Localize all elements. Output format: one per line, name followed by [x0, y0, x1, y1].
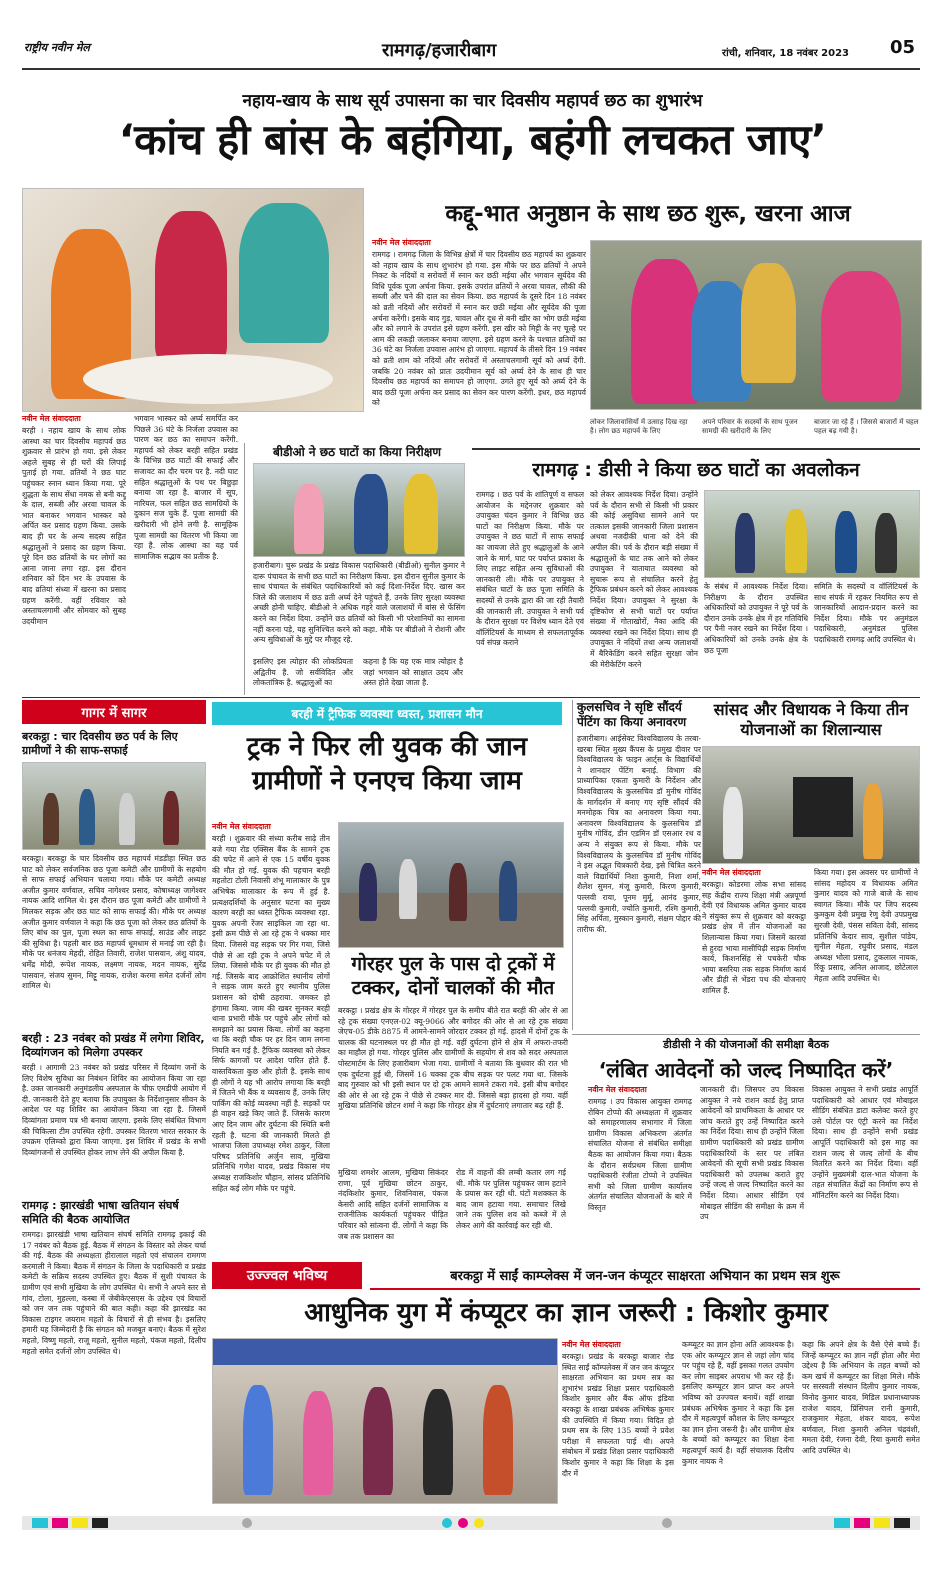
masthead-rule — [22, 68, 920, 70]
gorhar-body-c: रोड में वाहनों की लम्बी कतार लग गई थी. मौके पर पुलिस पहुंचकर जाम हटाने के प्रयास कर रही थी. घंटों मशक्कत के बाद जाम हटाया गया. समाचार लिखे जाने तक पुलिस शव को कब्जे में ले लेकर आगे की कार्रवाई कर रही थी. — [456, 1168, 566, 1230]
lead-col-mid — [372, 238, 586, 444]
byline: नवीन मेल संवाददाता — [22, 414, 81, 423]
dc-body-c: के संबंध में आवश्यक निर्देश दिया। निरीक्षण के दौरान उपस्थित अधिकारियों को उपायुक्त ने पूरे पर्व के दौरान उनके उनके क्षेत्र में हर गतिविधि पर पैनी नजर रखने का निर्देश दिया । अधिकारियों को उनके उनके क्षेत्र के छठ पूजा — [704, 582, 808, 655]
ddc-col-a — [588, 1085, 692, 1255]
lead-sub-headline: कद्दू-भात अनुष्ठान के साथ छठ शुरू, खरना आज — [445, 201, 851, 227]
lead-caption-1: लोकर जिलावासियों में उत्साह दिख रहा है। लोग छठ महापर्व के लिए — [590, 418, 688, 435]
lead-body-left: बरही । नहाय खाय के साथ लोक आस्था का चार दिवसीय महापर्व छठ शुक्रवार से प्रारंभ हो गया. इसे लेकर अहले सुबह से ही घरों की लिपाई पुताई हो गया. व्रतियों ने छठ घाट पहुंचकर स्नान ध्यान किया गया. पूरे शुद्धता के साथ सेंधा नमक से बनी कद्दू के दाल, सब्जी और अरवा चावल के भात बनाकर भगवान भास्कर को अर्पित कर प्रसाद ग्रहण किया. उसके बाद ही घर के अन्य सदस्य सहित श्रद्धालुओं ने प्रसाद का ग्रहण किया. पूरे दिन छठ व्रतियों के घर लोगों का आना जाना लगा रहा. इस दौरान शनिवार को दिन भर के उपवास के बाद व्रतियां संध्या में खरना का प्रसाद ग्रहण करेंगी. वहीं रविवार को अस्ताचलगामी और सोमवार को सुबह उदयीमान — [22, 426, 126, 626]
ddc-box — [572, 1034, 920, 1257]
paper-name: राष्ट्रीय नवीन मेल — [24, 41, 90, 54]
byline: नवीन मेल संवाददाता — [588, 1085, 647, 1094]
bdo-photo — [253, 463, 465, 557]
computer-body-c: कहा कि अपने क्षेत्र के वैसे ऐसे बच्चे हैं। जिन्हें कम्प्यूटर का ज्ञान नहीं होता और मेरा उद्देश्य है कि अभियान के तहत बच्चों को कम खर्च में कम्प्यूटर का शिक्षा मिले। मौके पर सरस्वती संस्थान दिलीप कुमार नायक, विनोद कुमार यादव, मिडिल प्रधानाध्यापक राजेश यादव, प्रिंसिपल रानी कुमारी, राजकुमार मेहता, शंकर यादव, रूपेश बर्णवाल, निशा कुमारी अनिल चंद्रवंशी, ममता देवी, रंजना देवी, रिया कुमारी समेत आदि उपस्थित थे। — [802, 1340, 920, 1455]
byline: नवीन मेल संवाददाता — [562, 1340, 621, 1349]
lead-kicker: नहाय-खाय के साथ सूर्य उपासना का चार दिवसीय महापर्व छठ का शुभारंभ — [242, 91, 703, 111]
computer-body-a: बरकट्ठा। प्रखंड के बरकट्ठा बाजार रोड स्थित साईं कॉम्पलेक्स में जन जन कंप्यूटर साक्षरता अभियान का प्रथम सत्र का शुभारंभ प्रखंड शिक्षा प्रसार पदाधिकारी किशोर कुमार और बैंक ऑफ इंडिया बरकट्ठा के शाखा प्रबंधक अभिषेक कुमार की उपस्थिति में किया गया। विदित हो प्रथम सत्र के लिए 135 बच्चों ने प्रवेश परीक्षा में सफलता पाई थी। अपने संबोधन में प्रखंड शिक्षा प्रसार पदाधिकारी किशोर कुमार ने कहा कि शिक्षा के इस दौर में — [562, 1352, 674, 1478]
dc-box — [472, 448, 920, 695]
gorhar-body-a: बरकट्ठा । प्रखंड क्षेत्र के गोरहर में गोरहर पुल के समीप बीते रात बरही की ओर से आ रहे ट्रक संख्या एनएल-02 क्यू-9066 और बगोदर की ओर से आ रहे ट्रक संख्या जेएच-05 डीके 8875 में आमने-सामने जोरदार टक्कर हो गई. हादसे में दोनों ट्रक के चालक की घटनास्थल पर ही मौत हो गई. वहीं दुर्घटना होने से क्षेत्र में अफरा-तफरी का माहौल हो गया. गोरहर पुलिस और ग्रामीणों के सहयोग से शव को सदर अस्पताल पोस्टमार्टम के लिए हजारीबाग भेजा गया. ग्रामीणों ने बताया कि बुधवार की रात भी एक दुर्घटना हुई थी, जिसमें 16 चक्का ट्रक बीच सड़क पर पलट गया था. जिसके बाद गुरुवार को भी इसी स्थान पर दो ट्रक आमने सामने टकरा गये. इसी बीच बगोदर की ओर से आ रहे ट्रक ने पीछे से टक्कर मार दी. जिससे बड़ा हादसा हो गया. वहीं मुखिया प्रतिनिधि छोटन शर्मा ने कहा कि गोरहर क्षेत्र में दुर्घटनाएं लगातार बढ़ रही हैं. — [338, 1006, 568, 1111]
gorhar-box — [338, 952, 568, 1256]
dc-headline: रामगढ़ : डीसी ने किया छठ घाटों का अवलोकन — [532, 459, 860, 481]
ddc-body-c: विकास आयुक्त ने सभी प्रखंड आपूर्ति पदाधिकारी को आधार एवं मोबाइल सीडिंग संबंधित डाटा कलेक्ट करते हुए उसे पोर्टल पर एंट्री करने का निर्देश दिया। साथ ही उन्होंने सभी प्रखंड आपूर्ति पदाधिकारी को इस माह का राशन जल्द से जल्द लोगों के बीच वितरित करने का निर्देश दिया। वहीं उन्होंने मुख्यमंत्री दाल-भात योजना के तहत संचालित केंद्रों का निर्माण रूप से मॉनिटरिंग करने का निर्देश दिया। — [812, 1085, 918, 1200]
computer-photo — [212, 1338, 558, 1504]
section-rule — [22, 697, 920, 698]
byline: नवीन मेल संवाददाता — [212, 822, 271, 831]
gagar-body-2: बरही । आगामी 23 नवंबर को प्रखंड परिसर में दिव्यांग जनों के लिए विशेष सुविधा का निबंधन शिविर का आयोजन किया जा रहा है. उक्त जानकारी अनुमंडलीय अस्पताल के चीफ़ एमडीपी आयोग में दी. जानकारी देते हुए बताया कि उपायुक्त के निर्देशानुसार सीवन के आदेश पर यह शिविर का आयोजन किया जा रहा है. जिसमें दिव्यांगता प्रमाण पत्र भी बनाया जाएगा. इसके लिए संबंधित विभाग की चिकित्सा टीम उपस्थित रहेगी. उपस्कर वितरण भारत सरकार के उपक्रम एलिम्को द्वारा किया जाएगा. इस शिविर में प्रखंड के सभी दिव्यांगजनों से उपस्थित होकर लाभ लेने की अपील किया है. — [22, 1063, 206, 1157]
gagar-h2: बरही : 23 नवंबर को प्रखंड में लगेगा शिविर, दिव्यांगजन को मिलेगा उपस्कर — [22, 1032, 205, 1059]
sansad-body-b: किया गया। इस अवसर पर ग्रामीणों ने सांसद महोदय व विधायक अमित कुमार यादव को गाजे बाजे के साथ स्वागत किया। मौके पर जिप सदस्य कुमकुम देवी प्रमुख रेणु देवी उपप्रमुख सुरजी देवी, पंसस सविता देवी, सांसद प्रतिनिधि केदार साव, सुशील पांडेय, सुनील मेहता, रघुवीर प्रसाद, मंडल अध्यक्ष भोला प्रसाद, टुकलाल नायक, रिंकू प्रसाद, अनिल आजाद, छोटेलाल मेहता आदि उपस्थित थे। — [814, 868, 918, 983]
painting-headline: कुलसचिव ने सृष्टि सौंदर्य पेंटिंग का किया अनावरण — [577, 700, 687, 729]
computer-label: उज्ज्वल भविष्य — [212, 1262, 362, 1289]
gagar-h3: रामगढ़ : झारखंडी भाषा खतियान संघर्ष समिति की बैठक आयोजित — [22, 1199, 179, 1226]
masthead — [22, 36, 922, 66]
section-title: रामगढ़/हजारीबाग — [382, 40, 497, 61]
lead-photo-women-group — [590, 240, 922, 410]
bdo-body-3: कहना है कि यह एक मात्र त्योहार है जहां भगवान को साक्षात उदय और अस्त होते देखा जाता है. — [363, 657, 463, 688]
dc-body-a: रामगढ़ । छठ पर्व के शांतिपूर्ण व सफल आयोजन के मद्देनजर शुक्रवार को उपायुक्त चंदन कुमार ने विभिन्न छठ घाटों का निरीक्षण किया. मौके पर उपायुक्त ने छठ घाटों में साफ सफाई का जायजा लेते हुए श्रद्धालुओं के आने जाने के मार्ग, घाट पर पर्याप्त प्रकाश के लिए लाइट सहित अन्य सुविधाओं की जानकारी ली। मौके पर उपायुक्त ने संबंधित घाटों के छठ पूजा समिति के सदस्यों से उनके द्वारा की जा रही तैयारी की जानकारी ली. उपायुक्त ने सभी पर्व के दौरान सुरक्षा पर विशेष ध्यान देते एवं वॉलिंटियर्स के माध्यम से सफलतापूर्वक पर्व संपन्न कराने — [476, 490, 584, 648]
lead-caption-2: अपने परिवार के सदस्यों के साथ पूजन सामग्री की खरीदारी के लिए — [702, 418, 798, 435]
computer-headline: आधुनिक युग में कंप्यूटर का ज्ञान जरूरी : किशोर कुमार — [304, 1298, 828, 1328]
sansad-headline: सांसद और विधायक ने किया तीन योजनाओं का शिलान्यास — [713, 700, 909, 739]
lead-caption-3: बाजार जा रहे हैं । जिससे बाजारों में चहल पहल बढ़ गयी है। — [814, 418, 919, 435]
lead-headline: ‘कांच ही बांस के बहंगिया, बहंगी लचकत जाए’ — [118, 115, 827, 164]
painting-body: हजारीबाग। आईसेक्ट विश्वविद्यालय के तरबा-खरबा स्थित मुख्य कैंपस के प्रमुख दीवार पर विश्वविद्यालय के फाइन आर्ट्स के विद्यार्थियों ने शानदार पेंटिंग बनाई. विभाग की प्राध्यापिका एकता कुमारी के निर्देशन और विश्वविद्यालय के कुलसचिव डॉ मुनीष गोविंद के मार्गदर्शन में बनाए गए सृष्टि सौंदर्य की मनमोहक चित्र का अनावरण किया गया. अनावरण विश्वविद्यालय के कुलसचिव डॉ मुनीष गोविंद, डीन एडमिन डॉ एसआर रथ व अन्य ने संयुक्त रूप से किया. मौके पर विश्वविद्यालय के कुलसचिव डॉ मुनीष गोविंद ने इस अद्भुत चित्रकारी देख, इसे चित्रित करने वाले विद्यार्थियों निशा कुमारी, निशा शर्मा, शैलेश सुमन, मंजू कुमारी, किरण कुमारी, पल्लवी राया, पूनम मुर्मू, आनंद कुमार, पल्लवी कुमारी, ज्योति कुमारी, रश्मि कुमारी, सिंह अर्पिता, मुस्कान कुमारी, संक्षम पोद्दार की तारीफ की. — [577, 734, 701, 934]
computer-col-a — [562, 1340, 674, 1506]
sansad-box — [702, 700, 920, 1030]
ddc-body-a: रामगढ़ । उप विकास आयुक्त रामगढ़ रोबिन टोप्पो की अध्यक्षता में शुक्रवार को समाहरणालय सभागार में जिला ग्रामीण विकास अभिकरण अंतर्गत संचालित योजना से संबंधित समीक्षा बैठक का आयोजन किया गया। बैठक के दौरान सर्वप्रथम जिला ग्रामीण पदाधिकारी रंजीता टोप्पो ने उपस्थित सभी को जिला ग्रामीण कार्यालय अंतर्गत संचालित योजनाओं के बारे में विस्तृत — [588, 1097, 692, 1212]
truck-col — [212, 822, 330, 1258]
truck-headline: ट्रक ने फिर ली युवक की जान ग्रामीणों ने एनएच किया जाम — [246, 732, 528, 796]
bdo-body-2: इसलिए इस त्योहार की लोकप्रियता अद्वितीय है. जो सर्वविदित और लोकतांत्रिक है. श्रद्धालुओं का — [253, 657, 353, 688]
registration-strip — [22, 1516, 920, 1530]
gorhar-body-b: मुखिया शमशेर आलम, मुखिया सिकंदर राणा, पूर्व मुखिया छोटन ठाकुर, नंदकिशोर कुमार, शिवनिवास, पंकज केसरी आदि सहित दर्जनों सामाजिक व राजनीतिक कार्यकर्ता पहुंचकर पीड़ित परिवार को सांत्वना दी. लोगों ने कहा कि जब तक प्रशासन का — [338, 1168, 448, 1241]
computer-banner-rule — [370, 1288, 920, 1290]
ddc-headline: ‘लंबित आवेदनों को जल्द निष्पादित करें’ — [598, 1058, 894, 1082]
gorhar-headline: गोरहर पुल के पास दो ट्रकों में टक्कर, दोनों चालकों की मौत — [351, 953, 555, 999]
page-number: 05 — [890, 37, 916, 58]
ddc-body-b: जानकारी दी। जिसपर उप विकास आयुक्त ने नये राशन कार्ड हेतु प्राप्त आवेदनों को प्राथमिकता के आधार पर जांच कराते हुए उन्हें निष्पादित करने का निर्देश दिया। साथ ही उन्होंने जिला ग्रामीण पदाधिकारी को प्रखंड ग्रामीण पदाधिकारियों के स्तर पर लंबित आवेदनों की सूची सभी प्रखंड विकास पदाधिकारी को उपलब्ध कराते हुए उन्हें जल्द से जल्द निष्पादित करने का निर्देश दिया। आधार सीडिंग एवं मोबाइल सीडिंग की समीक्षा के क्रम में उप — [700, 1085, 804, 1222]
truck-banner: बरही में ट्रैफिक व्यवस्था ध्वस्त, प्रशासन मौन — [212, 702, 562, 725]
bdo-box — [244, 443, 467, 695]
sansad-col-a — [702, 868, 806, 1028]
lead-col-left — [22, 414, 126, 692]
sansad-body-a: बरकट्ठा। कोडरमा लोक सभा सांसद सह केंद्रीय राज्य शिक्षा मंत्री अन्नपूर्णा देवी एवं विधायक अमित कुमार यादव ने संयुक्त रूप से शुक्रवार को बरकट्ठा प्रखंड क्षेत्र में तीन योजनाओं का शिलान्यास किया गया। जिसमें कारवां से हुरदा भाया मासीपिढ़ी सड़क निर्माण कार्य, किशनसिंह से पचकेरी चौक भाया बसरिया तक सड़क निर्माण कार्य और डीही से भेंडरा पथ की योजनाएं शामिल हैं. — [702, 880, 806, 995]
gagar-photo — [22, 762, 206, 850]
computer-banner: बरकट्ठा में साईं काम्प्लेक्स में जन-जन कंप्यूटर साक्षरता अभियान का प्रथम सत्र शुरू — [450, 1269, 840, 1284]
truck-body: बरही । शुक्रवार की संध्या करीब साढ़े तीन बजे गया रोड एक्सिस बैंक के सामने ट्रक की चपेट में आने से एक 15 वर्षीय युवक की मौत हो गई. युवक की पहचान बरही महतोटा टोली निवासी शंभू मालाकार के पुत्र अभिषेक मालाकार के रूप में हुई है. प्रत्यक्षदर्शियों के अनुसार घटना का मुख्य कारण बरही का ध्वस्त ट्रैफिक व्यवस्था रहा. युवक अपनी रेंजर साइकिल जा रहा था. इसी क्रम पीछे से आ रहे ट्रक ने धक्का मार दिया. जिससे वह सड़क पर गिर गया, जिसे पीछे से आ रही ट्रक ने अपने चपेट में ले लिया. जिससे मौके पर ही युवक की मौत हो गई. जिसके बाद आक्रोशित स्थानीय लोगों ने सड़क जाम करते हुए स्थानीय पुलिस प्रशासन को दोषी ठहराया. जमकर हो हंगामा किया. जाम की खबर सुनकर बरही थाना प्रभारी मौके पर पहुंचे और लोगों को समझाने का प्रयास किया. लोगों का कहना था कि बरही चौक पर हर दिन जाम लगना नियति बन गई है. ट्रैफिक व्यवस्था को लेकर सिर्फ कागजों पर आदेश पारित होते हैं. वास्तविकता कुछ और होती है. इसके साथ ही लोगों ने यह भी आरोप लगाया कि बरही में जितने भी बैंक व व्यवसाय हैं, उनके लिए पार्किंग की कोई व्यवस्था नहीं है. सड़कों पर ही वाहन खड़े किए जाते हैं. जिसके कारण आए दिन जाम और दुर्घटना की स्थिति बनी रहती है. घटना की जानकारी मिलते ही भाजपा जिला उपाध्यक्ष रमेश ठाकुर, जिला परिषद प्रतिनिधि अर्जुन साव, मुखिया प्रतिनिधि गणेश यादव, प्रखंड विकास मंच अध्यक्ष राजकिशोर चौहान, सांसद प्रतिनिधि सहित कई लोग मौके पर पहुंचे. — [212, 834, 330, 1193]
bdo-headline: बीडीओ ने छठ घाटों का किया निरीक्षण — [272, 445, 441, 459]
bdo-body: हजारीबाग। चुरू प्रखंड के प्रखंड विकास पदाधिकारी (बीडीओ) सुनील कुमार ने दारू पंचायत के सभी छठ घाटों का निरीक्षण किया. इस दौरान सुनील कुमार के साथ पंचायत के संबंधित पदाधिकारियों को कई दिशा-निर्देश दिए. खास कर जिले की जलाशय में छठ व्रती अर्घ्य देने पहुंचते हैं, उनके लिए सुरक्षा व्यवस्था अच्छी होनी चाहिए. बीडीओ ने अधिक गहरे वाले जलाशयों में बांस से फेंसिंग करने का निर्देश दिया. उन्होंने छठ व्रतियों को किसी भी परेशानियों का सामना नहीं करना पड़े, यह सुनिश्चित करने को कहा. मौके पर बीडीओ ने रोशनी और अन्य सुविधाओं के मुद्दे पर मौजूद रहे. — [253, 561, 465, 645]
dateline: रांची, शनिवार, 18 नवंबर 2023 — [722, 48, 849, 59]
computer-body-b: कम्प्यूटर का ज्ञान होना अति आवश्यक है। एक ओर कम्प्यूटर ज्ञान से जहां लोग चांद पर पहुंच रहे हैं, वहीं इसका गलत उपयोग कर लोग साइबर अपराध भी कर रहे हैं। इसलिए कम्प्यूटर ज्ञान प्राप्त कर अपने भविष्य को उज्ज्वल बनायें। वहीं शाखा प्रबंधक अभिषेक कुमार ने कहा कि इस दौर में महत्वपूर्ण कौशल के लिए कम्प्यूटर का ज्ञान होना जरूरी है। और ग्रामीण क्षेत्र के बच्चों को कम्प्यूटर का शिक्षा देना महत्वपूर्ण कार्य है। वहीं संचालक दिलीप कुमार नायक ने — [682, 1340, 794, 1466]
lead-body-mid: रामगढ़ । रामगढ़ जिला के विभिन्न क्षेत्रों में चार दिवसीय छठ महापर्व का शुक्रवार को नहाय खाय के साथ शुभारंभ हो गया. इस मौके पर छठ व्रतियों ने अपने निकट के नदियों व सरोवरों में स्नान कर छठी मईया और भगवान सूर्यदेव की विधि पूर्वक पूजा अर्चना किया. इसके उपरांत व्रतियों ने अरवा चावल, लौकी की सब्जी और चने की दाल का सेवन किया. छठ महापर्व के दूसरे दिन 18 नवंबर को व्रती नदियों और सरोवरों में स्नान कर छठी मईया और सूर्यदेव की पूजा अर्चना करेंगी। इसके बाद गुड़, चावल और दूध से बनी खीर का भोग छठी मईया और को लगाने के उपरांत इसे ग्रहण करेंगी. इस खीर को मिट्टी के नए चूल्हे पर आम की लकड़ी जलाकर बनाया जाएगा. इसे ग्रहण करने के पश्चात व्रतियों का 36 घंटे का निर्जला उपवास आरंभ हो जाएगा. महापर्व के तीसरे दिन 19 नवंबर को व्रती शाम को नदियों और सरोवरों में अस्ताचलगामी सूर्य को अर्घ्य देंगी. जबकि 20 नवंबर को प्रातः उदयीमान सूर्य को अर्घ्य देने के साथ ही चार दिवसीय छठ महापर्व का समापन हो जाएगा. उगते हुए सूर्य को अर्घ्य देने के बाद छठी पूजा अर्चना कर प्रसाद का सेवन कर पारण करेंगी. इधर, छठ महापर्व को — [372, 250, 586, 408]
gagar-body-1: बरकट्ठा। बरकट्ठा के चार दिवसीय छठ महापर्व मंडडीहा स्थित छठ घाट को लेकर सर्वजनिक छठ पूजा कमेटी और ग्रामीणों के सहयोग से साफ सफाई अभियान चलाया गया। मौके पर कमेटी अध्यक्ष अजीत कुमार वर्णवाल, सचिव नागेश्वर प्रसाद, कोषाध्यक्ष जागेश्वर नायक आदि शामिल थे। इस दौरान छठ पूजा कमेटी और ग्रामीणों ने मिलकर सड़क और छठ घाट को साफ सफाई की। मौके पर अध्यक्ष अजीत कुमार वर्णवाल ने कहा कि छठ पूजा को लेकर छठ व्रतियों के लिए बांध का पुल, पूजा स्थल का साफ सफाई, साउंड और लाइट की सुविधा है। पहली बार छठ महापर्व धूमधाम से मनाई जा रही है। मौके पर धनंजय मेहदी, रोहित तिवारी, राजेश पासवान, अंशु यादव, धर्मेंद्र मोदी, रूपेश नायक, लक्ष्मण नायक, मदन नायक, सुरेंद्र पासवान, संजय सुमन, मिट्टू नायक, राजेश करमा समेत दर्जनों लोग शामिल थे। — [22, 854, 206, 991]
byline: नवीन मेल संवाददाता — [702, 868, 761, 877]
lead-photo-women-eating — [22, 188, 364, 412]
painting-box — [572, 700, 701, 1030]
truck-photo — [338, 822, 564, 948]
gagar-h1: बरकट्ठा : चार दिवसीय छठ पर्व के लिए ग्रामीणों ने की साफ-सफाई — [22, 730, 178, 757]
dc-body-d: समिति के सदस्यों व वॉलिंटियर्स के साथ संपर्क में रहकर नियमित रूप से जानकारियों आदान-प्रदान करने का निर्देश दिया। मौके पर अनुमंडल पदाधिकारी, अनुमंडल पुलिस पदाधिकारी रामगढ़ आदि उपस्थित थे। — [814, 582, 918, 644]
gagar-label: गागर में सागर — [22, 700, 206, 724]
byline: नवीन मेल संवाददाता — [372, 238, 431, 247]
dc-photo — [704, 490, 920, 578]
sansad-photo — [702, 746, 920, 864]
gagar-column — [22, 700, 206, 1512]
dc-body-b: को लेकर आवश्यक निर्देश दिया। उन्होंने पर्व के दौरान सभी से किसी भी प्रकार की कोई असुविधा सामने आने पर तत्काल इसकी जानकारी जिला प्रशासन अथवा नजदीकी थाना को देने की अपील की। पर्व के दौरान बड़ी संख्या में श्रद्धालुओं के घाट तक आने को लेकर उपायुक्त ने यातायात व्यवस्था को सुचारू रूप से संचालित करने हेतु ट्रैफिक प्रबंधन करने को लेकर आवश्यक निर्देश दिया। उपायुक्त ने सुरक्षा के दृष्टिकोण से सभी घाटों पर पर्याप्त संख्या में गोताखोरों, नैका आदि की व्यवस्था रखने का निर्देश दिया। साथ ही उपायुक्त ने नदियों तथा अन्य जलाशयों में बैरिकेडिंग करने सहित सुरक्षा जोन की मेरीकेटिंग करने — [590, 490, 698, 669]
ddc-banner: डीडीसी ने की योजनाओं की समीक्षा बैठक — [663, 1038, 829, 1051]
lead-body-center: भगवान भास्कर को अर्घ्य समर्पित कर पिछले 36 घंटे के निर्जला उपवास का पारण कर छठ का समापन करेंगी. महापर्व को लेकर बरही सहित प्रखंड के विभिन्न छठ घाटों की सफाई और सजावट का दौर चरम पर है. नदी घाट सहित श्रद्धालुओं के पथ पर बिछुड़ा बनाया जा रहा है. बाजार में सूप, नारियल, फल सहित छठ सामग्रियों के दुकान सज चुके हैं. पूजा सामग्री की खरीदारी भी होने लगी है. सामूहिक पूजा सामग्री का वितरण भी किया जा रहा है. लोक आस्था का यह पर्व सामाजिक सद्भाव का प्रतीक है. — [134, 414, 238, 561]
gagar-body-3: रामगढ़। झारखंडी भाषा खतियान संघर्ष समिति रामगढ़ इकाई की 17 नवंबर को बैठक हुई. बैठक में संगठन के विस्तार को लेकर चर्चा की गई. बैठक की अध्यक्षता हीरालाल महतो एवं संचालन रामगण करमाली ने किया। बैठक में संगठन के जिला के पदाधिकारी व प्रखंड कमेटी के सक्रिय सदस्य उपस्थित हुए। बैठक में सुशी पंचायत के ग्रामीण एवं सभी मुखिया के लोग उपस्थित थे। सभी ने अपने स्तर से गांव, टोला, मुहल्ला, कस्बा में जेबीकेएसएस के उद्देश्य एवं विचारों को जन जन तक पहुंचाने की बात कही। कहा की झारखंड का विकास टाइगर जयराम महतो के विचारों से ही संभव है। इसलिए हमारी यह जिम्मेदारी है कि संगठन को मजबूत बनाएं। बैठक में सुरेश महतो, विष्णु महतो, राजू महतो, सुनील महतो, पंकज महतो, दिलीप महतो समेत दर्जनों लोग उपस्थित थे। — [22, 1230, 206, 1356]
